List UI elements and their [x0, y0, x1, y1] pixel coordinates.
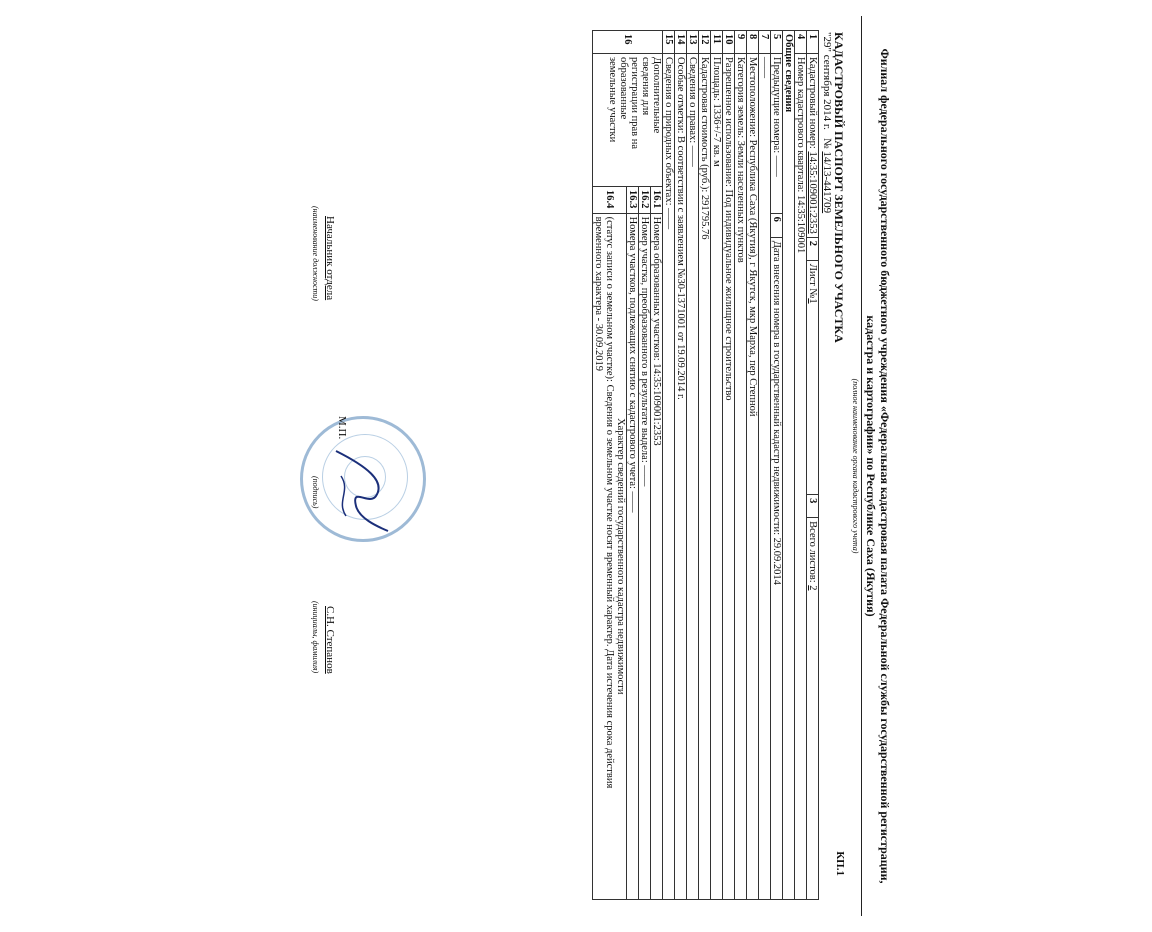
sheet-number-value: 1	[807, 298, 818, 304]
total-sheets-label: Всего листов:	[807, 521, 818, 583]
row-number: 4	[795, 31, 807, 54]
header-line-1: Филиал федерального государственного бюджетного учреждения «Федеральная кадастровая палата Федеральной службы государственной регистрации,	[878, 48, 892, 884]
table-row	[747, 31, 759, 900]
location-cell: Местоположение: Республика Саха (Якутия), г Якутск, мкр Марха, пер Степной	[747, 54, 759, 900]
cadastral-number-value: 14:35:109001:2353	[807, 151, 818, 234]
allocated-parcel-cell: Номер участка, преобразованного в результате выдела: ——	[639, 213, 651, 899]
special-notes-cell: Особые отметки: В соответствии с заявлением №30-1371001 от 19.09.2014 г.	[675, 54, 687, 900]
row-number: 16.4	[593, 187, 627, 214]
signer-name: С.Н. Степанов	[324, 606, 336, 674]
header-caption: (полное наименование органа кадастрового учета)	[851, 378, 860, 554]
row-number: 16	[593, 31, 663, 54]
row-7-cell: ——	[759, 54, 771, 900]
previous-numbers-value: ——	[771, 155, 782, 177]
table-row	[687, 31, 699, 900]
row-number: 16.2	[639, 187, 651, 214]
record-status-line: Характер сведений государственного кадастра недвижимости	[615, 418, 626, 695]
additional-info-line: Дополнительные	[651, 57, 662, 134]
table-row	[795, 31, 807, 900]
row-number: 1	[807, 31, 819, 54]
row-number: 13	[687, 31, 699, 54]
additional-info-line: земельные участки	[607, 57, 618, 143]
date-rest: сентября 2014 г.	[821, 54, 833, 130]
document-title: КАДАСТРОВЫЙ ПАСПОРТ ЗЕМЕЛЬНОГО УЧАСТКА	[832, 32, 846, 343]
table-row	[759, 31, 771, 900]
signer-name-caption: (инициалы, фамилия)	[311, 601, 320, 674]
row-number: 11	[711, 31, 723, 54]
land-category-cell: Категория земель: Земли населенных пунктов	[735, 54, 747, 900]
table-row	[675, 31, 687, 900]
rotated-document	[256, 16, 896, 916]
record-status-line: временного характера - 30.09.2019	[593, 216, 604, 371]
table-row	[651, 31, 663, 900]
signature-caption: (подпись)	[311, 476, 320, 509]
record-status-cell	[593, 213, 627, 899]
signer-position: Начальник отдела	[324, 216, 336, 301]
table-row	[771, 31, 783, 900]
row-number: 6	[771, 213, 783, 237]
table-row	[783, 31, 795, 900]
table-row	[663, 31, 675, 900]
total-sheets-value: 2	[807, 585, 818, 591]
row-number: 7	[759, 31, 771, 54]
additional-info-line: образованные	[618, 57, 629, 120]
record-status-line: (статус записи о земельном участке): Сведения о земельном участке носят временный характер. Дата истечения срока действия	[604, 216, 615, 789]
row-number: 10	[723, 31, 735, 54]
additional-info-label	[593, 54, 663, 187]
header-line-2: кадастра и картографии» по Республике Саха (Якутия)	[864, 315, 878, 617]
row-number: 8	[747, 31, 759, 54]
form-code: КП.1	[834, 851, 846, 876]
sheet-number-label: Лист №	[807, 263, 818, 299]
cadastral-number-cell	[807, 54, 819, 238]
date-entered-cell: Дата внесения номера в государственный кадастр недвижимости: 29.09.2014	[771, 237, 783, 899]
row-number: 16.3	[627, 187, 639, 214]
row-number: 3	[807, 495, 819, 518]
row-number: 15	[663, 31, 675, 54]
general-section-header: Общие сведения	[783, 31, 795, 900]
document-date	[821, 32, 833, 213]
additional-info-line: регистрации прав на	[629, 57, 640, 149]
table-row	[735, 31, 747, 900]
row-number: 14	[675, 31, 687, 54]
total-sheets-cell	[807, 518, 819, 900]
previous-numbers-label: Предыдущие номера:	[771, 57, 782, 154]
number-prefix: №	[821, 138, 833, 149]
header-divider	[861, 16, 862, 916]
row-number: 16.1	[651, 187, 663, 214]
additional-info-line: сведения для	[640, 57, 651, 116]
document-number: 14/13-441709	[821, 151, 833, 214]
cadastral-value-cell: Кадастровая стоимость (руб.): 291795.76	[699, 54, 711, 900]
rights-cell: Сведения о правах: ——	[687, 54, 699, 900]
handwritten-signature	[326, 446, 396, 536]
table-row	[807, 31, 819, 900]
row-number: 12	[699, 31, 711, 54]
row-number: 5	[771, 31, 783, 54]
stamp-placeholder-label: М.П.	[336, 416, 348, 440]
natural-objects-cell: Сведения о природных объектах: ——	[663, 54, 675, 900]
row-number: 9	[735, 31, 747, 54]
removed-parcels-cell: Номера участков, подлежащих снятию с кадастрового учета: ——	[627, 213, 639, 899]
permitted-use-cell: Разрешенное использование: Под индивидуальное жилищное строительство	[723, 54, 735, 900]
date-day: "29"	[821, 32, 833, 52]
table-row	[699, 31, 711, 900]
sheet-number-cell	[807, 260, 819, 494]
area-cell: Площадь: 1336+/-7 кв. м	[711, 54, 723, 900]
table-row	[711, 31, 723, 900]
signer-position-caption: (наименование должности)	[311, 206, 320, 301]
previous-numbers-cell	[771, 54, 783, 214]
passport-table	[592, 30, 819, 900]
row-number: 2	[807, 237, 819, 260]
formed-parcels-cell: Номера образованных участков: 14:35:109001:2353	[651, 213, 663, 899]
quarter-cell: Номер кадастрового квартала: 14:35:109001	[795, 54, 807, 900]
table-row	[723, 31, 735, 900]
cadastral-number-label: Кадастровый номер:	[807, 57, 818, 149]
